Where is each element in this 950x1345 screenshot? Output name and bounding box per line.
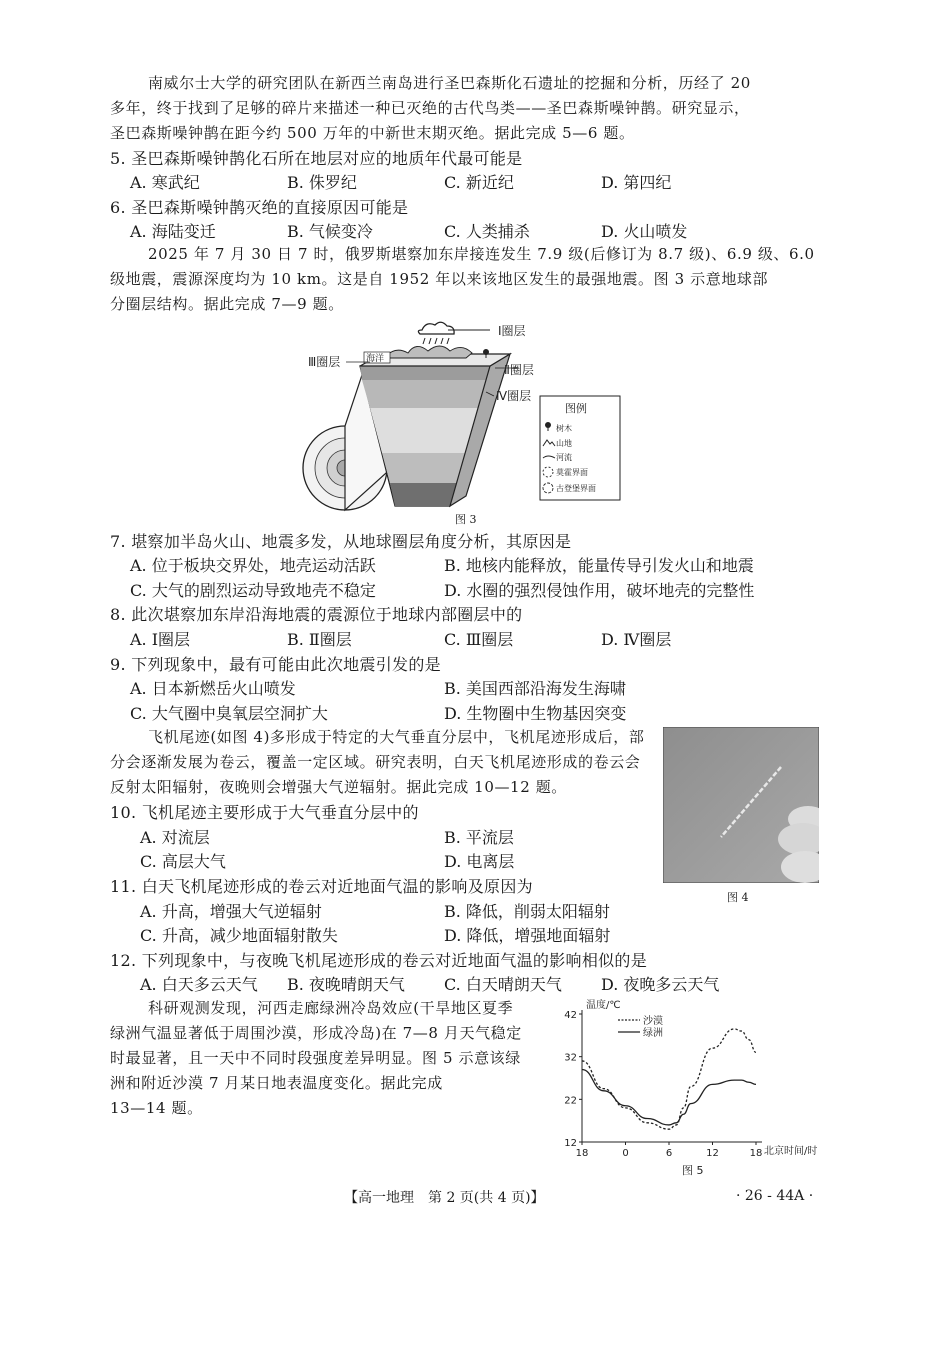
legend-item-tree: 树木 bbox=[556, 424, 572, 433]
legend-item-mountain: 山地 bbox=[556, 439, 572, 448]
x-tick-label: 18 bbox=[575, 1148, 589, 1159]
question-7-stem: 7. 堪察加半岛火山、地震多发，从地球圈层角度分析，其原因是 bbox=[110, 532, 572, 551]
question-12-option-b[interactable]: B. 夜晚晴朗天气 bbox=[287, 975, 405, 994]
question-6-option-d[interactable]: D. 火山喷发 bbox=[601, 222, 688, 241]
passage3-line1: 飞机尾迹(如图 4)多形成于特定的大气垂直分层中，飞机尾迹形成后，部 bbox=[148, 728, 645, 746]
figure-3-earth-layers bbox=[290, 318, 630, 528]
passage1-line3: 圣巴森斯噪钟鹊在距今约 500 万年的中新世末期灭绝。据此完成 5—6 题。 bbox=[110, 124, 635, 142]
y-tick-label: 22 bbox=[564, 1095, 577, 1107]
question-8-option-a[interactable]: A. Ⅰ圈层 bbox=[130, 630, 191, 649]
question-7-option-c[interactable]: C. 大气的剧烈运动导致地壳不稳定 bbox=[130, 581, 376, 600]
question-6-option-b[interactable]: B. 气候变冷 bbox=[287, 222, 373, 241]
cloud-rain-icon bbox=[418, 322, 454, 344]
question-5-option-c[interactable]: C. 新近纪 bbox=[444, 173, 514, 192]
legend-label-desert: 沙漠 bbox=[643, 1016, 663, 1027]
question-5-option-a[interactable]: A. 寒武纪 bbox=[130, 173, 200, 192]
figure-5-chart bbox=[560, 996, 828, 1178]
figure-5-caption: 图 5 bbox=[682, 1164, 704, 1177]
passage4-line3: 时最显著，且一天中不同时段强度差异明显。图 5 示意该绿 bbox=[110, 1049, 521, 1067]
legend-title: 图例 bbox=[565, 402, 587, 415]
question-9-option-c[interactable]: C. 大气圈中臭氧层空洞扩大 bbox=[130, 704, 328, 723]
outer-core-band bbox=[382, 453, 468, 483]
passage2-line1: 2025 年 7 月 30 日 7 时，俄罗斯堪察加东岸接连发生 7.9 级(后修订为 8.7 级)、6.9 级、6.0 bbox=[148, 245, 815, 263]
question-10-option-b[interactable]: B. 平流层 bbox=[444, 828, 514, 847]
passage4-line4: 洲和附近沙漠 7 月某日地表温度变化。据此完成 bbox=[110, 1074, 443, 1092]
legend-item-river: 河流 bbox=[556, 453, 572, 462]
question-9-option-b[interactable]: B. 美国西部沿海发生海啸 bbox=[444, 679, 626, 698]
question-8-stem: 8. 此次堪察加东岸沿海地震的震源位于地球内部圈层中的 bbox=[110, 605, 523, 624]
passage2-line3: 分圈层结构。据此完成 7—9 题。 bbox=[110, 295, 344, 313]
question-7-option-a[interactable]: A. 位于板块交界处，地壳运动活跃 bbox=[130, 556, 376, 575]
x-tick-label: 12 bbox=[706, 1148, 719, 1159]
footer-code: · 26 - 44A · bbox=[736, 1188, 814, 1204]
passage3-line2: 分会逐渐发展为卷云，覆盖一定区域。研究表明，白天飞机尾迹形成的卷云会 bbox=[110, 753, 641, 771]
inner-core-band bbox=[390, 483, 458, 506]
question-11-option-c[interactable]: C. 升高，减少地面辐射散失 bbox=[140, 926, 338, 945]
question-8-option-d[interactable]: D. Ⅳ圈层 bbox=[601, 630, 672, 649]
question-12-stem: 12. 下列现象中，与夜晚飞机尾迹形成的卷云对近地面气温的影响相似的是 bbox=[110, 951, 648, 970]
x-tick-label: 6 bbox=[665, 1148, 673, 1159]
x-tick-label: 0 bbox=[622, 1148, 629, 1159]
question-7-option-b[interactable]: B. 地核内能释放，能量传导引发火山和地震 bbox=[444, 556, 754, 575]
question-11-option-d[interactable]: D. 降低，增强地面辐射 bbox=[444, 926, 611, 945]
x-tick-label: 18 bbox=[749, 1148, 763, 1159]
passage3-line3: 反射太阳辐射，夜晚则会增强大气逆辐射。据此完成 10—12 题。 bbox=[110, 778, 567, 796]
question-11-stem: 11. 白天飞机尾迹形成的卷云对近地面气温的影响及原因为 bbox=[110, 877, 533, 896]
question-12-option-a[interactable]: A. 白天多云天气 bbox=[140, 975, 258, 994]
question-10-option-a[interactable]: A. 对流层 bbox=[140, 828, 210, 847]
question-9-option-a[interactable]: A. 日本新燃岳火山喷发 bbox=[130, 679, 296, 698]
y-tick-label: 32 bbox=[564, 1052, 577, 1064]
y-tick-label: 42 bbox=[564, 1010, 577, 1021]
question-6-stem: 6. 圣巴森斯噪钟鹊灭绝的直接原因可能是 bbox=[110, 198, 409, 217]
question-10-option-c[interactable]: C. 高层大气 bbox=[140, 852, 226, 871]
passage1-line1: 南威尔士大学的研究团队在新西兰南岛进行圣巴森斯化石遗址的挖掘和分析，历经了 20 bbox=[148, 74, 751, 92]
upper-mantle-band bbox=[362, 380, 488, 408]
question-5-option-b[interactable]: B. 侏罗纪 bbox=[287, 173, 357, 192]
question-10-option-d[interactable]: D. 电离层 bbox=[444, 852, 515, 871]
layer-2-label: Ⅱ圈层 bbox=[504, 363, 534, 377]
question-10-stem: 10. 飞机尾迹主要形成于大气垂直分层中的 bbox=[110, 803, 419, 822]
figure-4-contrail-photo bbox=[663, 727, 819, 883]
figure-3-legend bbox=[540, 396, 620, 500]
passage4-line2: 绿洲气温显著低于周围沙漠，形成冷岛)在 7—8 月天气稳定 bbox=[110, 1024, 522, 1042]
question-6-option-a[interactable]: A. 海陆变迁 bbox=[130, 222, 216, 241]
question-12-option-d[interactable]: D. 夜晚多云天气 bbox=[601, 975, 720, 994]
mountain-icon bbox=[382, 346, 472, 358]
figure-3-caption: 图 3 bbox=[455, 513, 477, 526]
series-line-oasis bbox=[582, 1069, 756, 1124]
question-8-option-b[interactable]: B. Ⅱ圈层 bbox=[287, 630, 352, 649]
question-12-option-c[interactable]: C. 白天晴朗天气 bbox=[444, 975, 562, 994]
question-6-option-c[interactable]: C. 人类捕杀 bbox=[444, 222, 530, 241]
passage1-line2: 多年，终于找到了足够的碎片来描述一种已灭绝的古代鸟类——圣巴森斯噪钟鹊。研究显示， bbox=[110, 99, 750, 117]
question-9-stem: 9. 下列现象中，最有可能由此次地震引发的是 bbox=[110, 655, 441, 674]
figure-4-caption: 图 4 bbox=[727, 891, 749, 904]
passage2-line2: 级地震，震源深度均为 10 km。这是自 1952 年以来该地区发生的最强地震。图 3 示意地球部 bbox=[110, 270, 769, 288]
layer-3-label: Ⅲ圈层 bbox=[308, 355, 341, 369]
chart-ylabel: 温度/℃ bbox=[586, 1000, 621, 1011]
question-9-option-d[interactable]: D. 生物圈中生物基因突变 bbox=[444, 704, 627, 723]
footer-page-info: 【高一地理 第 2 页(共 4 页)】 bbox=[344, 1190, 545, 1206]
crust-band bbox=[360, 366, 490, 380]
legend-label-oasis: 绿洲 bbox=[643, 1028, 663, 1039]
question-8-option-c[interactable]: C. Ⅲ圈层 bbox=[444, 630, 514, 649]
legend-item-gutenberg: 古登堡界面 bbox=[556, 484, 596, 493]
lower-mantle-band bbox=[370, 408, 480, 453]
legend-item-moho: 莫霍界面 bbox=[556, 468, 588, 477]
y-tick-label: 12 bbox=[564, 1138, 577, 1149]
layer-4-label: Ⅳ圈层 bbox=[496, 389, 532, 403]
question-5-option-d[interactable]: D. 第四纪 bbox=[601, 173, 672, 192]
question-7-option-d[interactable]: D. 水圈的强烈侵蚀作用，破坏地壳的完整性 bbox=[444, 581, 755, 600]
layer-1-label: Ⅰ圈层 bbox=[498, 324, 526, 338]
question-5-stem: 5. 圣巴森斯噪钟鹊化石所在地层对应的地质年代最可能是 bbox=[110, 149, 523, 168]
series-line-desert bbox=[582, 1029, 756, 1129]
question-11-option-a[interactable]: A. 升高，增强大气逆辐射 bbox=[140, 902, 322, 921]
chart-xlabel: 北京时间/时 bbox=[764, 1146, 818, 1157]
ocean-label: 海洋 bbox=[366, 354, 385, 364]
question-11-option-b[interactable]: B. 降低，削弱太阳辐射 bbox=[444, 902, 610, 921]
passage4-line5: 13—14 题。 bbox=[110, 1099, 203, 1117]
passage4-line1: 科研观测发现，河西走廊绿洲冷岛效应(干旱地区夏季 bbox=[148, 999, 514, 1017]
